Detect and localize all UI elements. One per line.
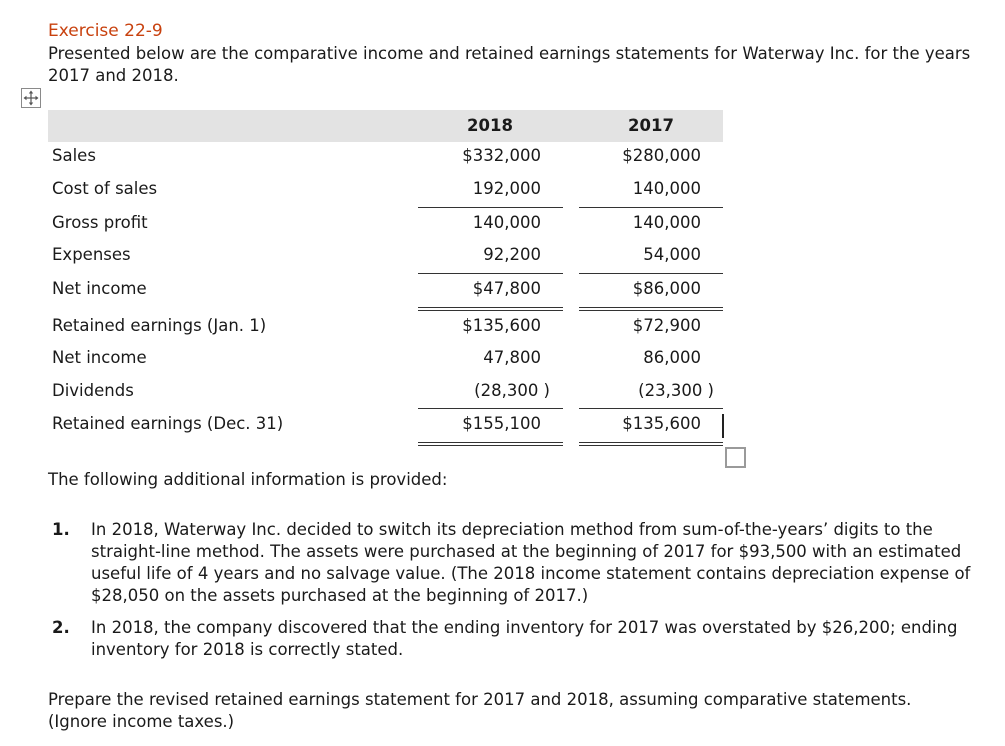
cell-2017: 140,000 <box>632 213 701 232</box>
text-cursor <box>722 414 724 438</box>
cell-2018: (28,300 ) <box>474 381 550 400</box>
exercise-intro: Presented below are the comparative income and retained earnings statements for Waterway Inc. for the years 2017 and 2018. <box>48 44 971 85</box>
total-rule <box>579 445 723 446</box>
cell-2017: (23,300 ) <box>638 381 714 400</box>
cell-2018: $332,000 <box>462 146 541 165</box>
total-rule <box>579 310 723 311</box>
cell-2017: $86,000 <box>632 279 701 298</box>
cell-2018: $47,800 <box>472 279 541 298</box>
cell-2018: 192,000 <box>472 179 541 198</box>
cell-2017: 140,000 <box>632 179 701 198</box>
cell-2018: 140,000 <box>472 213 541 232</box>
subtotal-rule <box>579 408 723 409</box>
row-label: Retained earnings (Dec. 31) <box>52 414 284 433</box>
row-label: Net income <box>52 348 147 367</box>
list-item-text: In 2018, Waterway Inc. decided to switch its depreciation method from sum-of-the-years’ digits to the straight-line method. The assets were purchased at the beginning of 2017 for $93,500 with an estimated useful life of 4 years and no salvage value. (The 2018 income statement contains depreciation expense of $28,050 on the assets purchased at the beginning of 2017.) <box>91 520 971 605</box>
list-item-text: In 2018, the company discovered that the ending inventory for 2017 was overstated by $26,200; ending inventory for 2018 is correctly stated. <box>91 618 958 659</box>
list-item-number: 2. <box>52 618 70 637</box>
subtotal-rule <box>418 273 563 274</box>
column-header-2017: 2017 <box>628 116 674 135</box>
cell-2017: 86,000 <box>643 348 701 367</box>
row-label: Dividends <box>52 381 134 400</box>
subtotal-rule <box>579 207 723 208</box>
row-label: Gross profit <box>52 213 148 232</box>
exercise-title: Exercise 22-9 <box>48 21 163 41</box>
row-label: Expenses <box>52 245 131 264</box>
cell-2018: $135,600 <box>462 316 541 335</box>
move-arrows-icon[interactable] <box>21 88 41 108</box>
total-rule <box>579 442 723 443</box>
row-label: Net income <box>52 279 147 298</box>
row-label: Sales <box>52 146 96 165</box>
list-item-number: 1. <box>52 520 70 539</box>
cell-2017: $72,900 <box>632 316 701 335</box>
subtotal-rule <box>579 273 723 274</box>
total-rule <box>579 307 723 308</box>
row-label: Retained earnings (Jan. 1) <box>52 316 267 335</box>
checkbox-icon[interactable] <box>725 447 746 468</box>
cell-2018: 47,800 <box>483 348 541 367</box>
instruction-text: Prepare the revised retained earnings statement for 2017 and 2018, assuming comparative statements. (Ignore income taxes.) <box>48 690 912 731</box>
cell-2018: 92,200 <box>483 245 541 264</box>
total-rule <box>418 445 563 446</box>
cell-2017: $135,600 <box>622 414 701 433</box>
additional-info-heading: The following additional information is provided: <box>48 470 448 489</box>
column-header-2018: 2018 <box>467 116 513 135</box>
total-rule <box>418 310 563 311</box>
subtotal-rule <box>418 207 563 208</box>
total-rule <box>418 442 563 443</box>
cell-2017: 54,000 <box>643 245 701 264</box>
cell-2018: $155,100 <box>462 414 541 433</box>
subtotal-rule <box>418 408 563 409</box>
row-label: Cost of sales <box>52 179 158 198</box>
cell-2017: $280,000 <box>622 146 701 165</box>
total-rule <box>418 307 563 308</box>
